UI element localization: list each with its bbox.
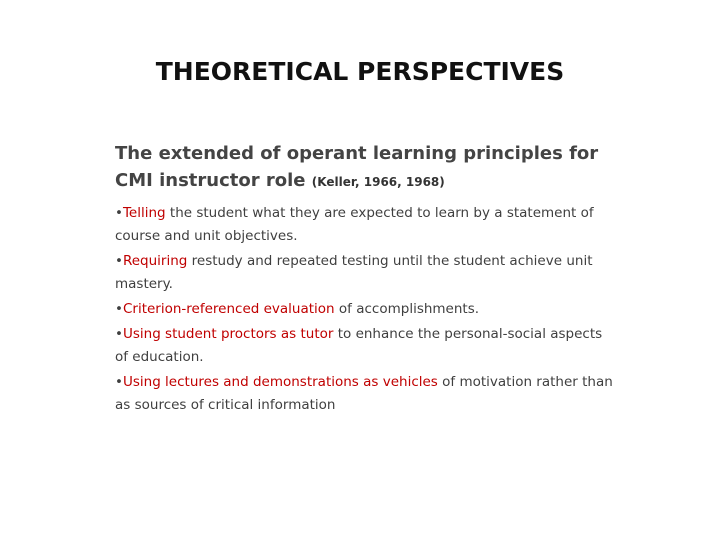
bullet-marker: • (115, 374, 123, 390)
bullet-text: restudy and repeated testing until the student achieve unit mastery. (115, 253, 593, 292)
bullet-highlight: Using student proctors as tutor (122, 326, 334, 342)
bullet-text: to enhance the personal-social aspects of education. (115, 326, 603, 365)
bullet-item (115, 298, 615, 321)
bullet-item (115, 250, 615, 296)
bullet-text: of accomplishments. (334, 301, 480, 317)
section-heading (115, 140, 615, 196)
bullet-marker: • (115, 253, 123, 269)
heading-citation: (Keller, 1966, 1968) (311, 175, 445, 189)
bullet-item (115, 371, 615, 417)
bullet-highlight: Using lectures and demonstrations as vehicles (122, 374, 438, 390)
slide-title: THEORETICAL PERSPECTIVES (155, 57, 565, 86)
bullet-marker: • (115, 205, 123, 221)
bullet-highlight: Criterion-referenced evaluation (122, 301, 335, 317)
bullet-item (115, 323, 615, 369)
bullet-item (115, 202, 615, 248)
heading-text: The extended of operant learning principles for CMI instructor role (115, 143, 599, 191)
bullet-text: the student what they are expected to learn by a statement of course and unit objectives. (115, 205, 594, 244)
bullet-marker: • (115, 301, 123, 317)
bullet-marker: • (115, 326, 123, 342)
slide-content (115, 140, 615, 419)
bullet-highlight: Requiring (122, 253, 188, 269)
bullet-text: of motivation rather than as sources of critical information (115, 374, 613, 413)
bullet-highlight: Telling (122, 205, 166, 221)
